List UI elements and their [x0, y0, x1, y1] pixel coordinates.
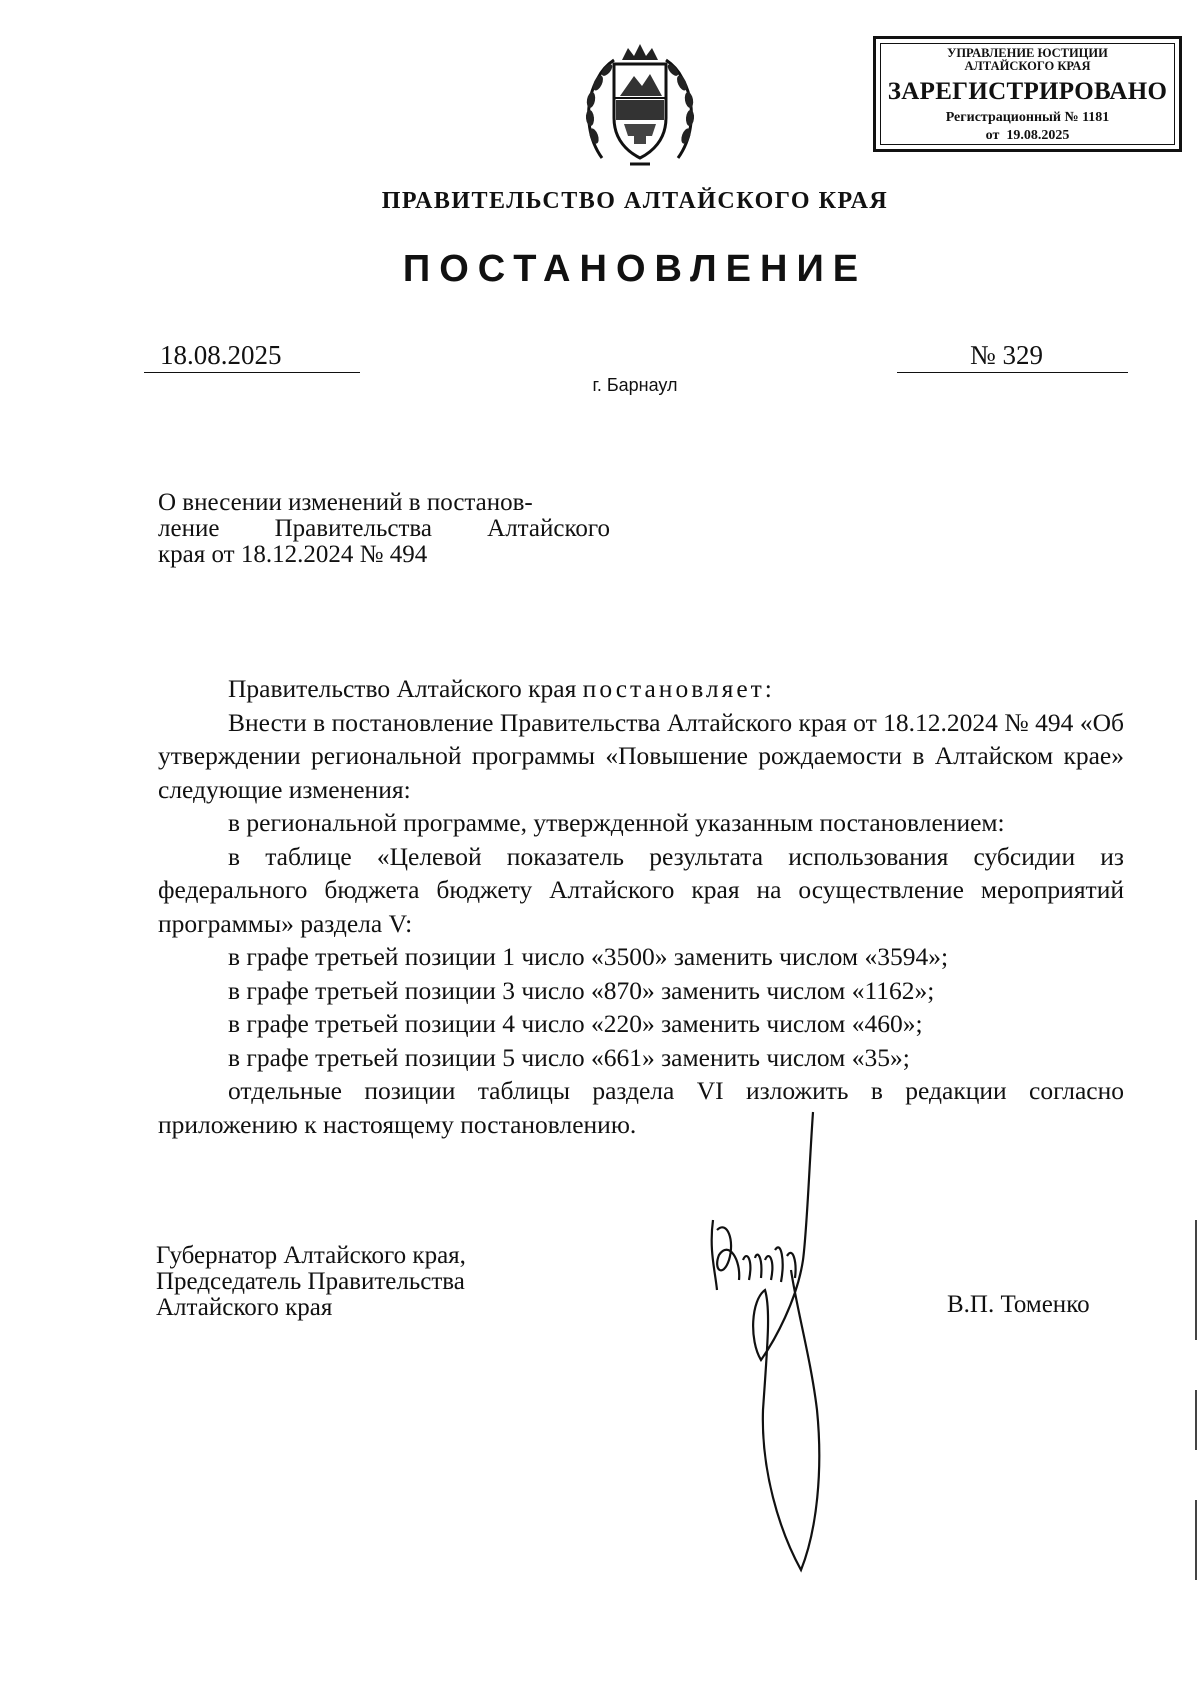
document-subject: [158, 490, 610, 568]
document-city: г. Барнаул: [592, 375, 678, 395]
document-type: ПОСТАНОВЛЕНИЕ: [402, 248, 868, 290]
stamp-date: от 19.08.2025: [985, 128, 1070, 143]
registration-stamp: [873, 36, 1182, 152]
preamble-text: Правительство Алтайского края: [228, 674, 583, 703]
stamp-status: ЗАРЕГИСТРИРОВАНО: [887, 78, 1168, 105]
stamp-org-line2: АЛТАЙСКОГО КРАЯ: [964, 59, 1091, 73]
stamp-org-line1: УПРАВЛЕНИЕ ЮСТИЦИИ: [947, 46, 1108, 60]
scan-edge-mark: [1195, 1390, 1197, 1450]
document-date: 18.08.2025: [144, 338, 360, 373]
preamble-verb: постановляет:: [582, 674, 775, 703]
subject-line: О внесении изменений в постанов-: [158, 489, 533, 516]
resolution-preamble: [158, 672, 1124, 706]
body-paragraph: Внести в постановление Правительства Алтайского края от 18.12.2024 № 494 «Об утверждении региональной программы «Повышение рождаемости в Алтайском крае» следующие изменения:: [158, 707, 1124, 804]
signatory-title-line: Председатель Правительства: [156, 1268, 465, 1295]
body-paragraph: в графе третьей позиции 1 число «3500» заменить числом «3594»;: [228, 942, 949, 971]
government-title: ПРАВИТЕЛЬСТВО АЛТАЙСКОГО КРАЯ: [381, 188, 889, 214]
stamp-reg-number: Регистрационный № 1181: [945, 110, 1110, 125]
body-paragraph: в таблице «Целевой показатель результата использования субсидии из федерального бюджета бюджету Алтайского края на осуществление мероприятий программы» раздела V:: [158, 841, 1124, 938]
body-paragraph: отдельные позиции таблицы раздела VI изложить в редакции согласно приложению к настоящему постановлению.: [158, 1076, 1124, 1139]
subject-line: края от 18.12.2024 № 494: [158, 541, 428, 568]
body-paragraph: в графе третьей позиции 5 число «661» заменить числом «35»;: [228, 1042, 910, 1072]
scan-edge-mark: [1195, 1500, 1197, 1580]
subject-line: ление Правительства Алтайского: [158, 515, 610, 542]
signatory-title-line: Губернатор Алтайского края,: [156, 1242, 466, 1269]
document-body: [158, 672, 1124, 1141]
body-paragraph: в региональной программе, утвержденной указанным постановлением:: [228, 808, 1005, 837]
altai-krai-coat-of-arms-icon: [580, 40, 700, 170]
signatory-title-line: Алтайского края: [156, 1294, 333, 1321]
body-paragraph: в графе третьей позиции 4 число «220» заменить числом «460»;: [228, 1009, 923, 1038]
handwritten-signature-icon: [705, 1110, 855, 1580]
body-paragraph: в графе третьей позиции 3 число «870» заменить числом «1162»;: [228, 975, 935, 1005]
signatory-name: В.П. Томенко: [947, 1291, 1090, 1318]
signatory-title: [156, 1243, 466, 1321]
scan-edge-mark: [1195, 1220, 1197, 1340]
document-number: № 329: [897, 338, 1128, 373]
